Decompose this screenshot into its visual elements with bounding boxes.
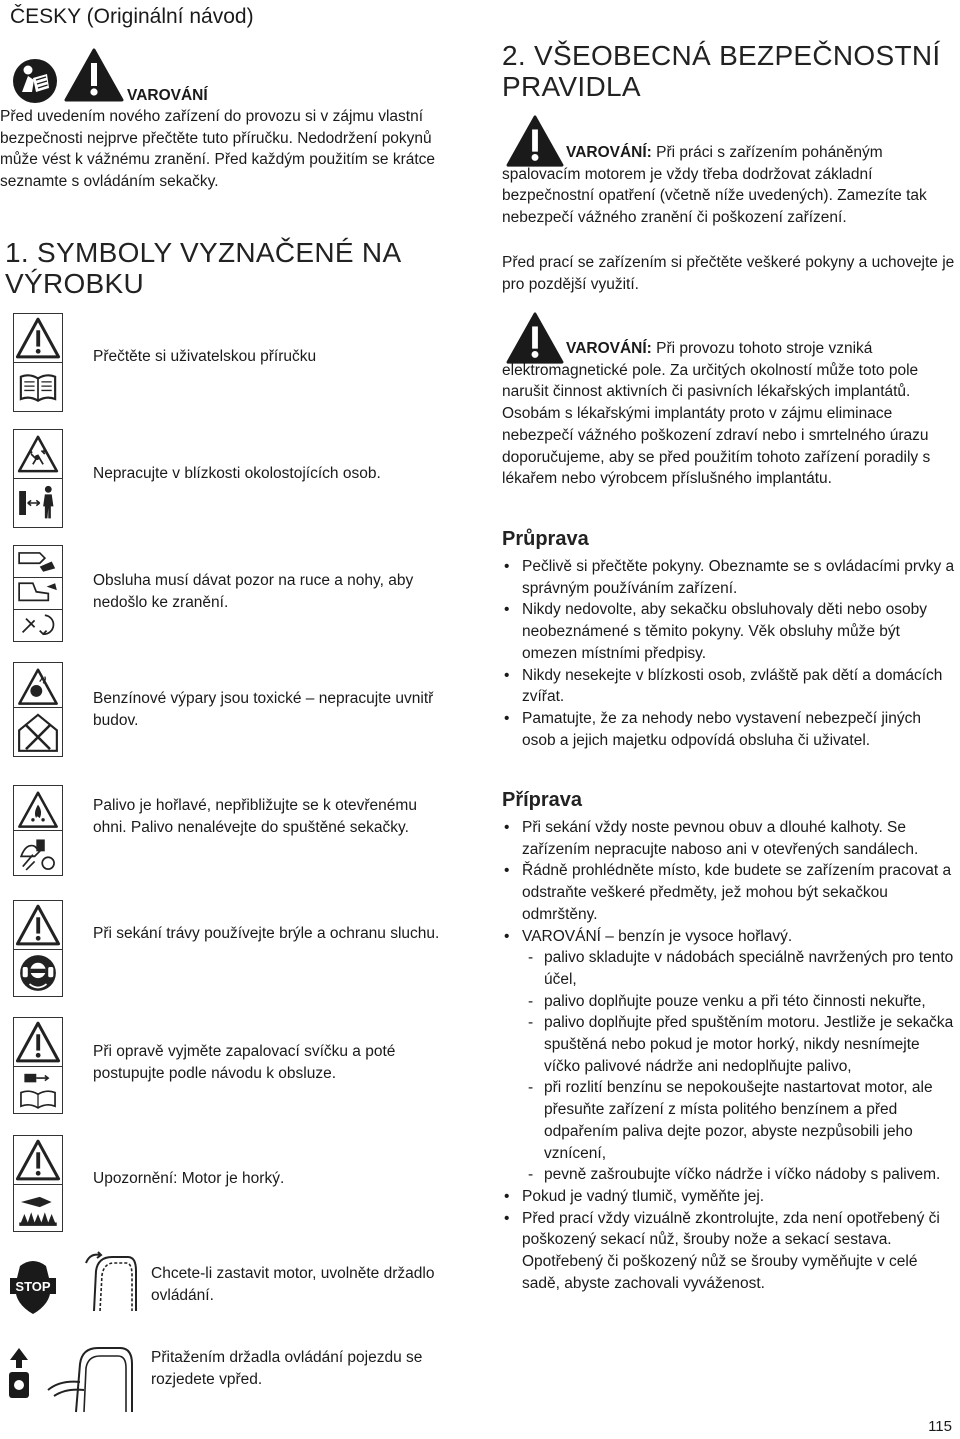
sub-list-item: - pevně zašroubujte víčko nádrže i víčko nádoby s palivem. — [522, 1164, 958, 1186]
list-item: • Nikdy nesekejte v blízkosti osob, zvláště pak dětí a domácích zvířat. — [500, 665, 958, 708]
toxic-fumes-icon — [13, 662, 63, 708]
symbol-text-4: Benzínové výpary jsou toxické – nepracujte uvnitř budov. — [93, 690, 434, 729]
preparation-lists — [500, 817, 958, 1294]
list-item: • Nikdy nedovolte, aby sekačku obsluhovaly děti nebo osoby neobeznámené s těmito pokyny. Věk obsluhy může být omezen místními předpisy. — [500, 599, 958, 664]
ear-eye-protection-icon — [13, 949, 63, 997]
thrown-objects-warning-icon — [13, 429, 63, 479]
sub-list-item: - palivo doplňujte pouze venku a při této činnosti nekuřte, — [522, 991, 958, 1013]
warning1-text2: Před prací se zařízením si přečtěte veškeré pokyny a uchovejte je pro pozdější využití. — [502, 254, 955, 293]
list-item: • VAROVÁNÍ – benzín je vysoce hořlavý. — [500, 926, 958, 948]
list-item: • Při sekání vždy noste pevnou obuv a dlouhé kalhoty. Se zařízením nepracujte naboso ani v otevřených sandálech. — [500, 817, 958, 860]
symbol-text-1: Přečtěte si uživatelskou příručku — [93, 348, 317, 365]
fire-warning-icon — [13, 785, 63, 831]
hand-blade-icon — [13, 545, 63, 578]
bystander-distance-icon — [13, 478, 63, 528]
handle-release-icon — [70, 1249, 142, 1315]
manual-book-icon — [13, 362, 63, 412]
sub-list-item: - palivo doplňujte před spuštěním motoru. Jestliže je sekačka spuštěná nebo pokud je motor horký, nikdy nesnímejte víčko palivové nádrže ani nedoplňujte palivo, — [522, 1012, 958, 1077]
language-title: ČESKY (Originální návod) — [10, 5, 254, 28]
intro-text: Před uvedením nového zařízení do provozu si v zájmu vlastní bezpečnosti nejprve přečtěte tuto příručku. Nedodržení pokynů může vést k vážnému zranění. Před každým použitím se krátce seznamte s ovládáním sekačky. — [0, 108, 436, 191]
section2-title: 2. VŠEOBECNÁ BEZPEČNOSTNÍ PRAVIDLA — [502, 40, 941, 102]
sub-list-item: - palivo skladujte v nádobách speciálně navržených pro tento účel, — [522, 947, 958, 990]
read-manual-icon — [12, 58, 58, 104]
list-item: • Řádně prohlédněte místo, kde budete se zařízením pracovat a odstraňte veškeré předměty, jež mohou být sekačkou odmrštěny. — [500, 860, 958, 925]
symbol-text-6: Při sekání trávy používejte brýle a ochranu sluchu. — [93, 925, 440, 942]
svg-text:STOP: STOP — [15, 1279, 51, 1294]
warning-triangle-icon — [13, 1017, 63, 1067]
list-item: • Pamatujte, že za nehody nebo vystavení nebezpečí jiných osob a jejich majetku odpovídá obsluha či uživatel. — [500, 708, 958, 751]
warning2-label: VAROVÁNÍ: — [566, 340, 652, 357]
section1-title: 1. SYMBOLY VYZNAČENÉ NA VÝROBKU — [5, 237, 400, 299]
preparation-title: Příprava — [502, 789, 583, 811]
symbol-text-7: Při opravě vyjměte zapalovací svíčku a poté postupujte podle návodu k obsluze. — [93, 1043, 396, 1082]
rotating-blade-icon — [13, 609, 63, 642]
warning-icon — [64, 48, 124, 104]
training-list — [500, 556, 958, 751]
no-indoor-use-icon — [13, 707, 63, 757]
symbol-text-2: Nepracujte v blízkosti okolostojících osob. — [93, 465, 381, 482]
training-title: Průprava — [502, 528, 589, 550]
no-refuel-running-icon — [13, 830, 63, 876]
warning2-text: Při provozu tohoto stroje vzniká elektromagnetické pole. Za určitých okolností může toto pole narušit činnost aktivních či pasivních lékařských implantátů. Osobám s lékařskými implantáty proto v zájmu eliminace nebezpečí vážného poškození zdraví nebo i smrtelného úrazu doporučujeme, aby se před použitím tohoto zařízení poradily s lékařem nebo výrobcem příslušného implantátu. — [502, 340, 931, 488]
warning1-text: Při práci s zařízením poháněným spalovacím motorem je vždy třeba dodržovat základní bezpečnostní opatření (včetně níže uvedených). Zamezíte tak nebezpečí vážného zranění či poškození zařízení. — [502, 144, 927, 227]
stop-sign-icon — [8, 1254, 58, 1320]
symbol-text-3: Obsluha musí dávat pozor na ruce a nohy, aby nedošlo ke zranění. — [93, 572, 414, 611]
warning-triangle-icon — [13, 313, 63, 363]
symbol-text-9: Chcete-li zastavit motor, uvolněte držadlo ovládání. — [151, 1265, 435, 1304]
forward-drive-icon — [6, 1346, 32, 1402]
symbol-text-5: Palivo je hořlavé, nepřibližujte se k otevřenému ohni. Palivo nenalévejte do spuštěné sekačky. — [93, 797, 417, 836]
spark-plug-manual-icon — [13, 1066, 63, 1114]
foot-blade-icon — [13, 577, 63, 610]
warning-triangle-icon — [13, 900, 63, 950]
intro-warning-label: VAROVÁNÍ — [127, 87, 208, 104]
warning1-block — [502, 142, 957, 229]
list-item: • Pokud je vadný tlumič, vyměňte jej. — [500, 1186, 958, 1208]
symbol-text-8: Upozornění: Motor je horký. — [93, 1170, 285, 1187]
warning2-block — [502, 338, 957, 490]
symbol-text-10: Přitažením držadla ovládání pojezdu se rozjedete vpřed. — [151, 1349, 423, 1388]
list-item: • Pečlivě si přečtěte pokyny. Obeznamte se s ovládacími prvky a správným používáním zařízení. — [500, 556, 958, 599]
handle-pull-icon — [40, 1330, 144, 1414]
hot-surface-icon — [13, 1184, 63, 1232]
warning-triangle-icon — [13, 1135, 63, 1185]
list-item: • Před prací vždy vizuálně zkontrolujte, zda není opotřebený či poškozený sekací nůž, šrouby nože a sekací sestava. Opotřebený či poškozený nůž se šrouby vyměňujte v celé sadě, abyste zachovali vyváženost. — [500, 1208, 958, 1295]
page-number: 115 — [928, 1418, 952, 1435]
warning1-label: VAROVÁNÍ: — [566, 144, 652, 161]
sub-list-item: - při rozlití benzínu se nepokoušejte nastartovat motor, ale přesuňte zařízení z místa politého benzínem a před odpařením paliva dejte pozor, abyste nezpůsobili jeho vznícení, — [522, 1077, 958, 1164]
